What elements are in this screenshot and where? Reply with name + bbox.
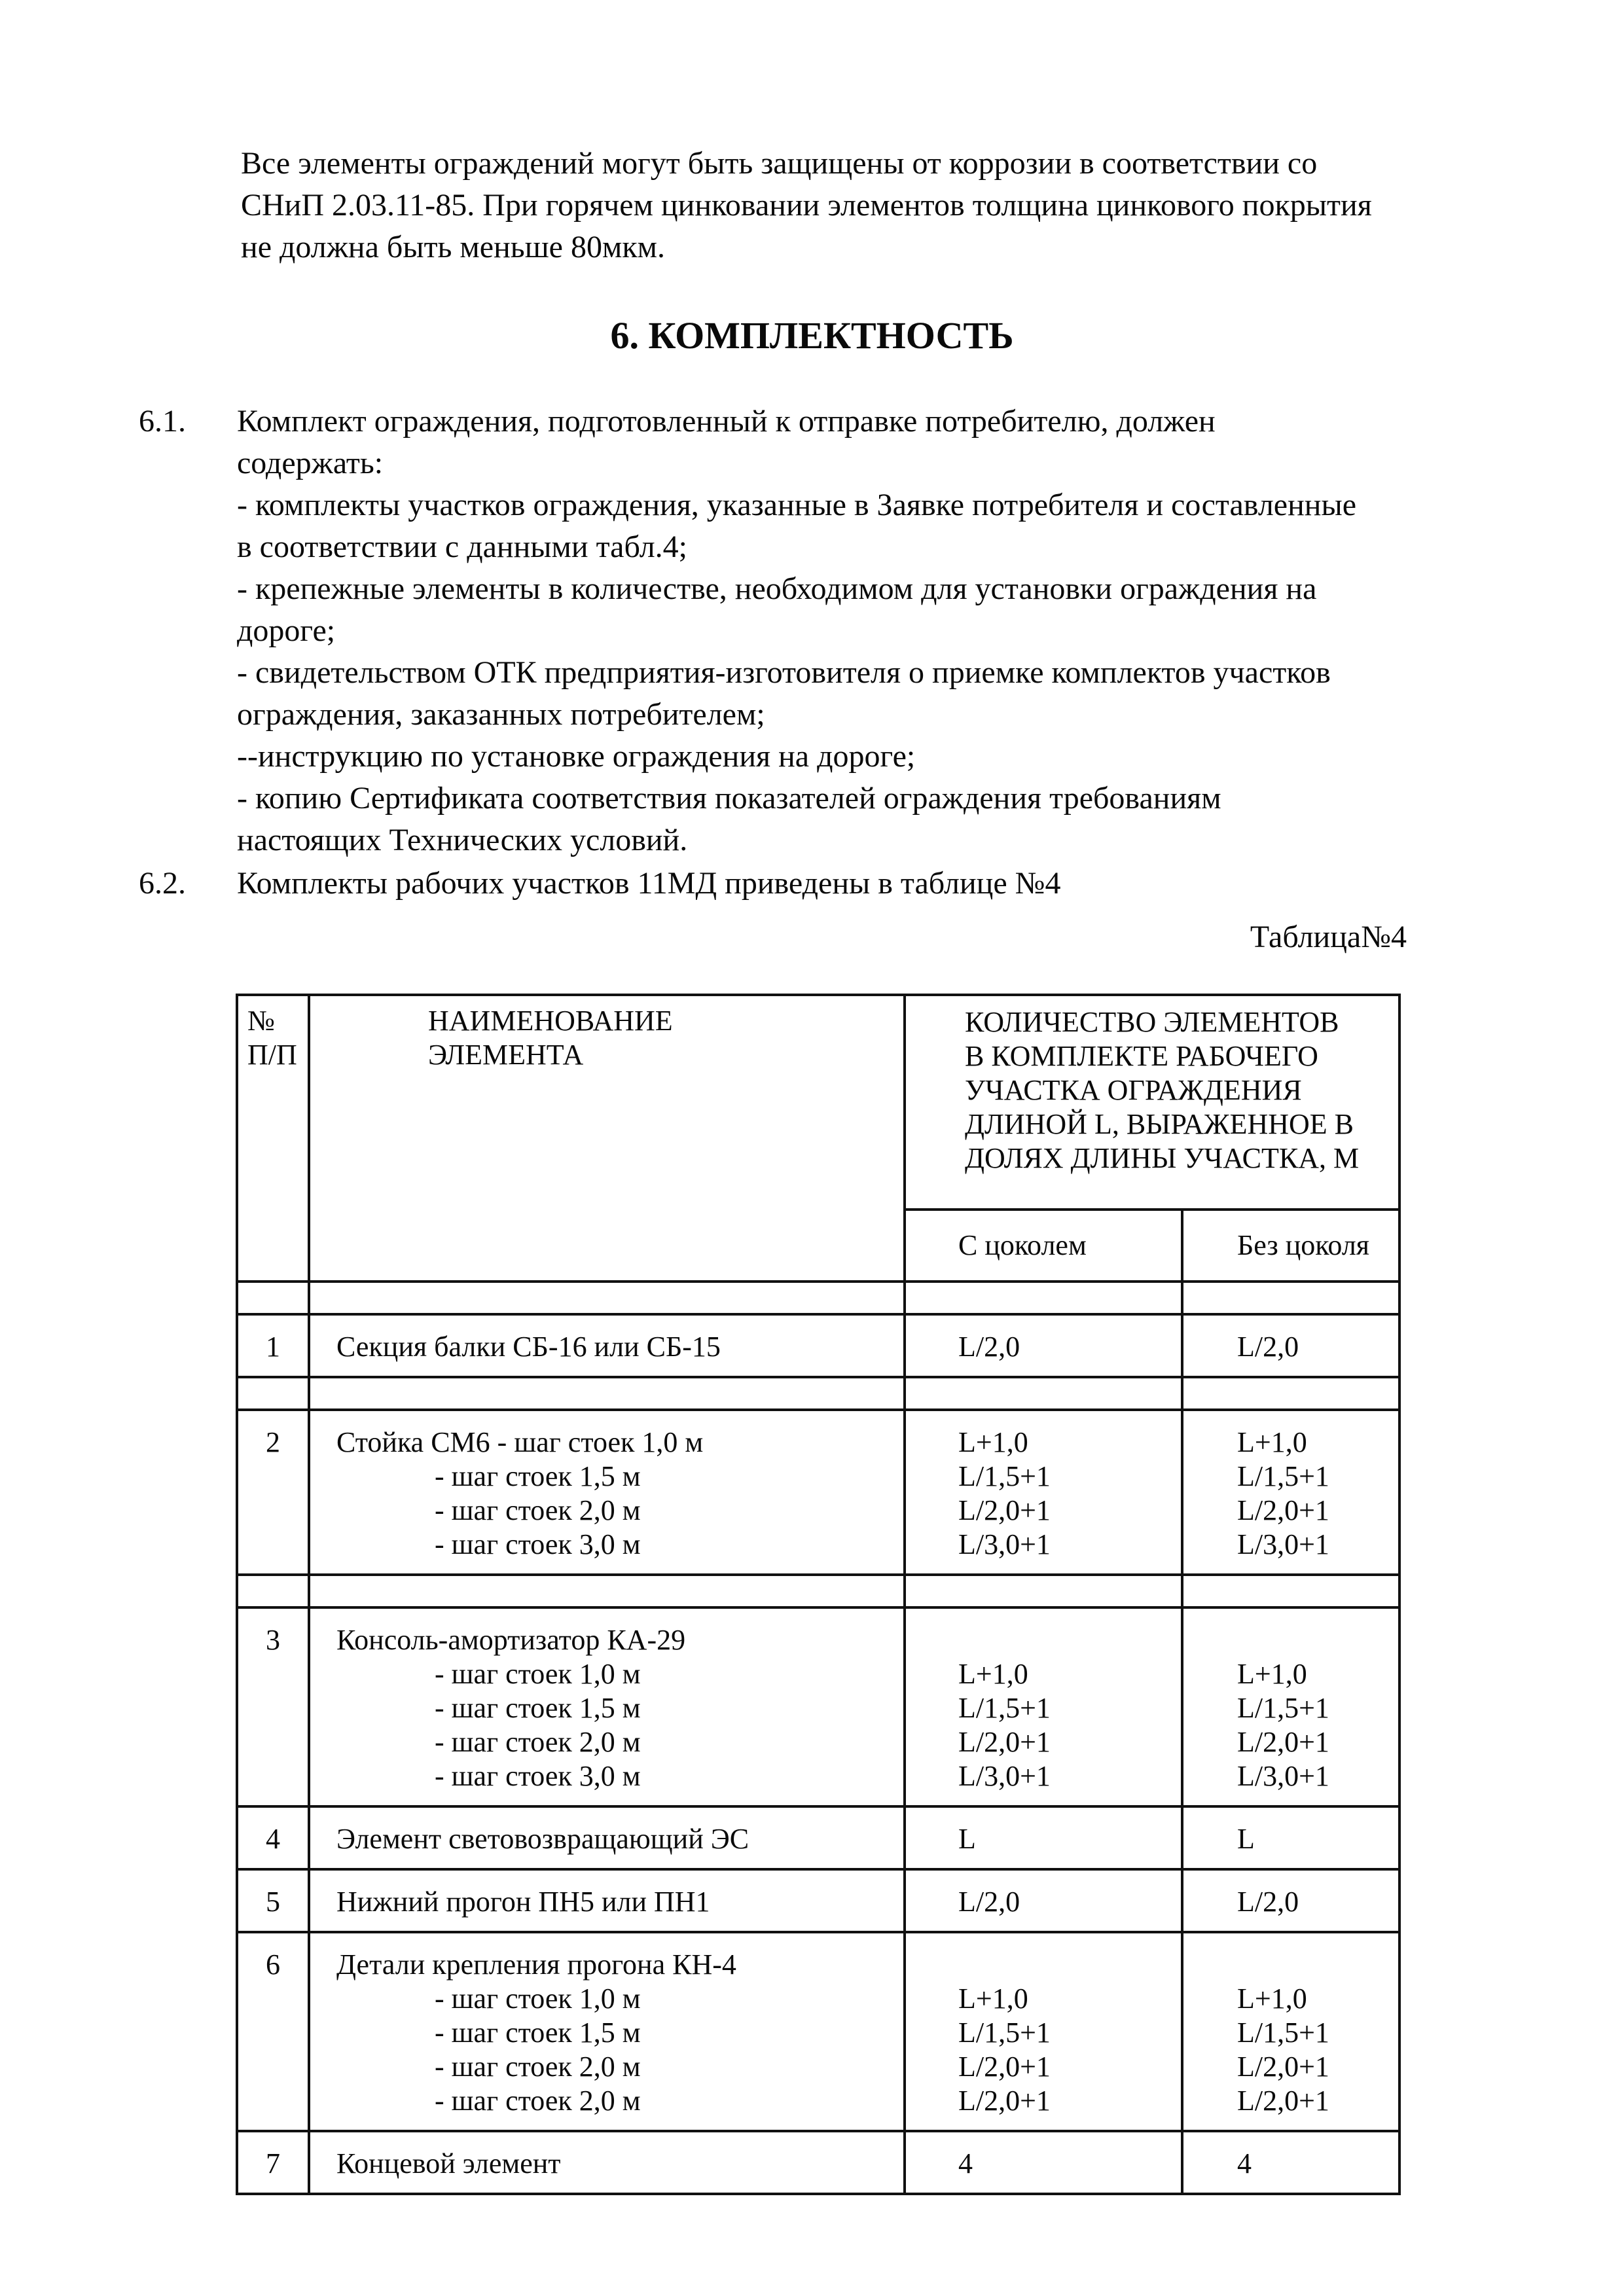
- table-row: [237, 1932, 1399, 2131]
- table-row: [237, 1869, 1399, 1932]
- row-num: 6: [237, 1932, 309, 2131]
- row-with-base: L/2,0: [905, 1869, 1182, 1932]
- row-name: Стойка СМ6 - шаг стоек 1,0 м - шаг стоек 1,5 м - шаг стоек 2,0 м - шаг стоек 3,0 м: [309, 1410, 905, 1575]
- table-row: [237, 1806, 1399, 1869]
- row-with-base: L/2,0: [905, 1314, 1182, 1377]
- item-line: в соответствии с данными табл.4;: [237, 529, 687, 564]
- table-gap-row: [237, 1282, 1399, 1314]
- section-title: 6. КОМПЛЕКТНОСТЬ: [610, 314, 1014, 357]
- components-table: [236, 994, 1401, 2195]
- intro-line: СНиП 2.03.11-85. При горячем цинковании элементов толщина цинкового покрытия: [241, 188, 1372, 223]
- row-num: 2: [237, 1410, 309, 1575]
- intro-line: не должна быть меньше 80мкм.: [241, 230, 666, 264]
- header-name: НАИМЕНОВАНИЕ ЭЛЕМЕНТА: [309, 995, 905, 1282]
- row-num: 5: [237, 1869, 309, 1932]
- table-caption: Таблица№4: [1250, 920, 1407, 954]
- table-header-row: [237, 995, 1399, 1210]
- row-num: 4: [237, 1806, 309, 1869]
- item-body: [237, 401, 1533, 861]
- item-line: - крепежные элементы в количестве, необходимом для установки ограждения на: [237, 571, 1317, 606]
- item-line: - копию Сертификата соответствия показателей ограждения требованиям: [237, 781, 1221, 816]
- item-number: 6.1.: [139, 404, 186, 439]
- table-row: [237, 1607, 1399, 1806]
- row-name: Элемент световозвращающий ЭС: [309, 1806, 905, 1869]
- header-without-base: Без цоколя: [1182, 1210, 1399, 1282]
- row-without-base: L+1,0 L/1,5+1 L/2,0+1 L/3,0+1: [1182, 1410, 1399, 1575]
- row-name: Нижний прогон ПН5 или ПН1: [309, 1869, 905, 1932]
- row-num: 7: [237, 2131, 309, 2194]
- header-with-base: С цоколем: [905, 1210, 1182, 1282]
- header-num: № П/П: [237, 995, 309, 1282]
- table-row: [237, 1314, 1399, 1377]
- table-row: [237, 2131, 1399, 2194]
- item-line: ограждения, заказанных потребителем;: [237, 697, 765, 732]
- item-line: содержать:: [237, 446, 384, 480]
- row-without-base: L/2,0: [1182, 1314, 1399, 1377]
- row-with-base: 4: [905, 2131, 1182, 2194]
- row-name: Консоль-амортизатор КА-29 - шаг стоек 1,0 м - шаг стоек 1,5 м - шаг стоек 2,0 м - шаг стоек 3,0 м: [309, 1607, 905, 1806]
- row-with-base: L+1,0 L/1,5+1 L/2,0+1 L/3,0+1: [905, 1410, 1182, 1575]
- intro-line: Все элементы ограждений могут быть защищены от коррозии в соответствии со: [241, 146, 1318, 181]
- item-line: Комплект ограждения, подготовленный к отправке потребителю, должен: [237, 404, 1216, 439]
- item-body: [237, 863, 1533, 905]
- item-line: Комплекты рабочих участков 11МД приведены в таблице №4: [237, 866, 1061, 901]
- table-gap-row: [237, 1575, 1399, 1607]
- row-without-base: L: [1182, 1806, 1399, 1869]
- item-line: --инструкцию по установке ограждения на дороге;: [237, 739, 916, 774]
- table-gap-row: [237, 1377, 1399, 1410]
- row-without-base: L/2,0: [1182, 1869, 1399, 1932]
- item-line: - свидетельством ОТК предприятия-изготовителя о приемке комплектов участков: [237, 655, 1331, 690]
- row-name: Концевой элемент: [309, 2131, 905, 2194]
- item-line: - комплекты участков ограждения, указанные в Заявке потребителя и составленные: [237, 488, 1356, 522]
- row-num: 1: [237, 1314, 309, 1377]
- row-without-base: L+1,0 L/1,5+1 L/2,0+1 L/3,0+1: [1182, 1607, 1399, 1806]
- row-name: Секция балки СБ-16 или СБ-15: [309, 1314, 905, 1377]
- row-with-base: L: [905, 1806, 1182, 1869]
- row-name: Детали крепления прогона КН-4 - шаг стоек 1,0 м - шаг стоек 1,5 м - шаг стоек 2,0 м - шаг стоек 2,0 м: [309, 1932, 905, 2131]
- row-without-base: L+1,0 L/1,5+1 L/2,0+1 L/2,0+1: [1182, 1932, 1399, 2131]
- header-qty: КОЛИЧЕСТВО ЭЛЕМЕНТОВ В КОМПЛЕКТЕ РАБОЧЕГО УЧАСТКА ОГРАЖДЕНИЯ ДЛИНОЙ L, ВЫРАЖЕННОЕ В ДОЛЯХ ДЛИНЫ УЧАСТКА, М: [905, 995, 1399, 1210]
- row-with-base: L+1,0 L/1,5+1 L/2,0+1 L/3,0+1: [905, 1607, 1182, 1806]
- row-with-base: L+1,0 L/1,5+1 L/2,0+1 L/2,0+1: [905, 1932, 1182, 2131]
- table-row: [237, 1410, 1399, 1575]
- row-num: 3: [237, 1607, 309, 1806]
- item-number: 6.2.: [139, 866, 186, 901]
- item-line: настоящих Технических условий.: [237, 823, 688, 857]
- item-line: дороге;: [237, 613, 336, 648]
- intro-paragraph: [241, 143, 1530, 268]
- row-without-base: 4: [1182, 2131, 1399, 2194]
